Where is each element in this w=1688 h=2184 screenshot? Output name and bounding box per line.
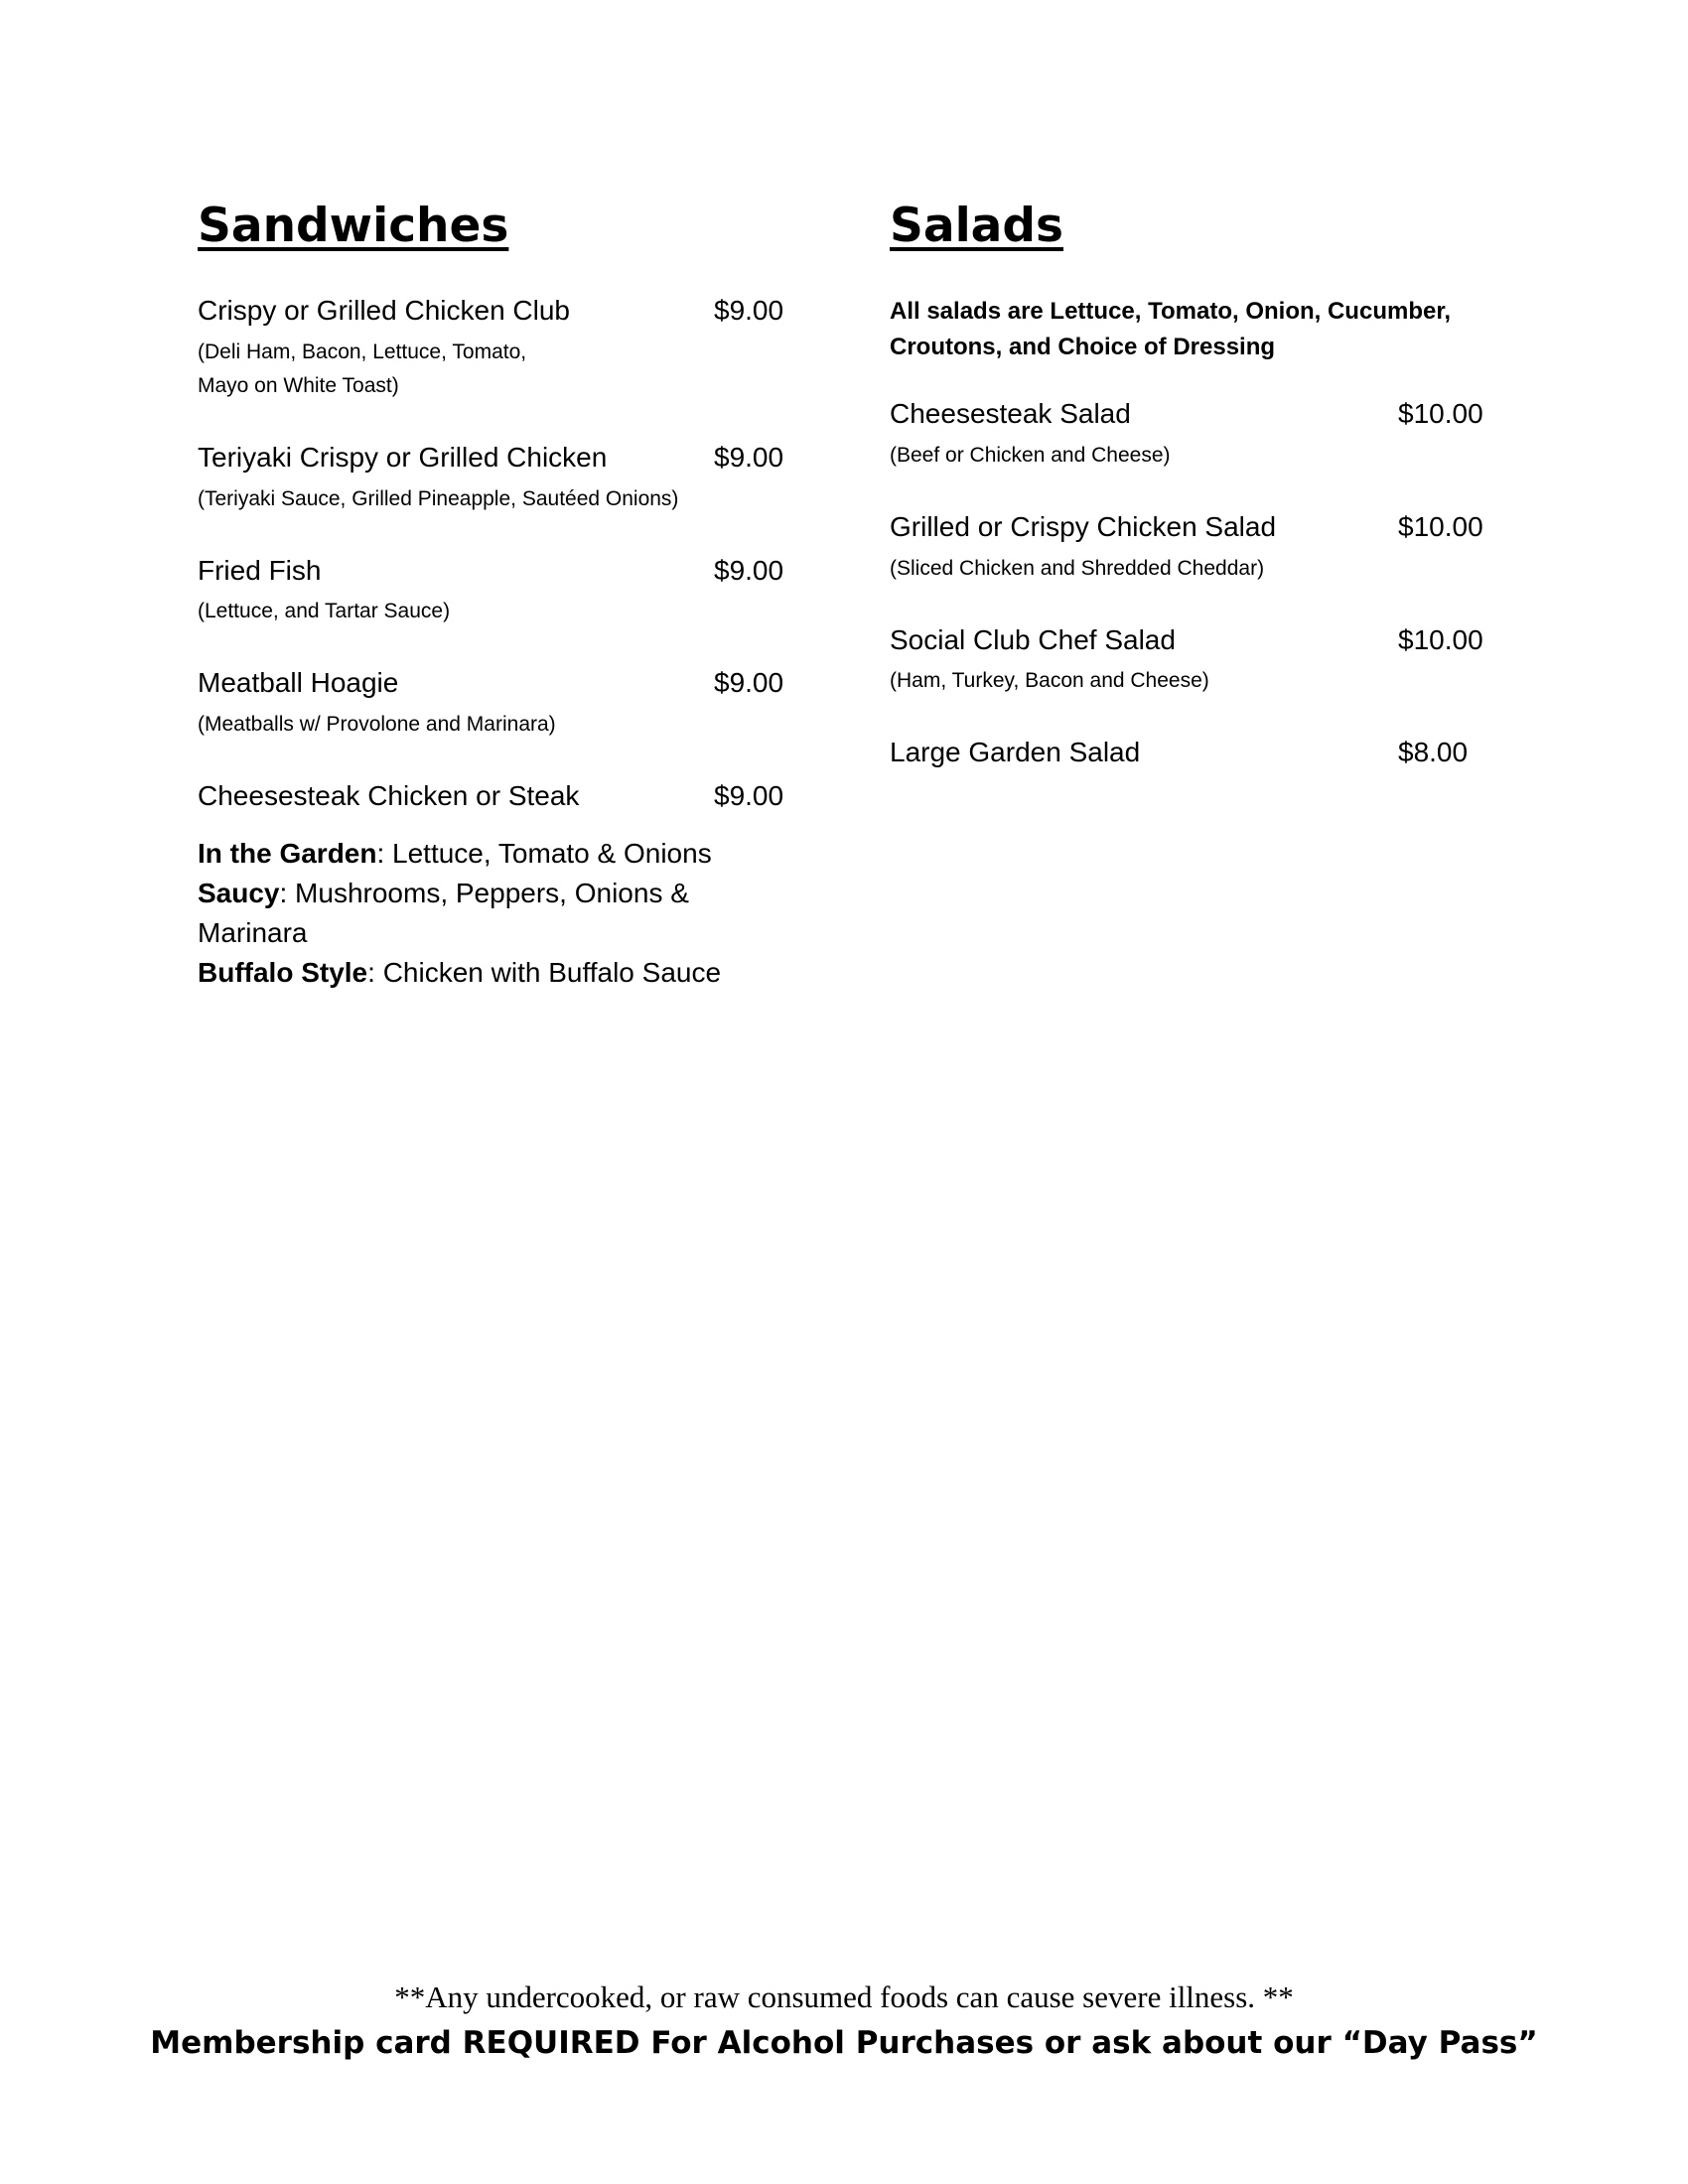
menu-item xyxy=(198,554,793,629)
item-price: $9.00 xyxy=(714,779,784,811)
menu-item xyxy=(198,294,793,403)
item-description xyxy=(198,482,793,516)
item-name: Cheesesteak Salad xyxy=(890,398,1131,430)
intro-line: Croutons, and Choice of Dressing xyxy=(890,334,1276,361)
item-description-line: (Sliced Chicken and Shredded Cheddar) xyxy=(890,556,1265,580)
item-description-line: (Lettuce, and Tartar Sauce) xyxy=(198,600,451,623)
salads-title: Salads xyxy=(890,199,1064,253)
item-description-line: Mayo on White Toast) xyxy=(198,373,399,397)
menu-item xyxy=(890,510,1485,586)
item-name: Large Garden Salad xyxy=(890,737,1141,768)
option-value: : Mushrooms, Peppers, Onions & Marinara xyxy=(198,878,689,949)
membership-notice: Membership card REQUIRED For Alcohol Purchases or ask about our “Day Pass” xyxy=(150,2025,1538,2061)
sandwiches-section xyxy=(198,199,793,993)
menu-item xyxy=(198,441,793,516)
item-description xyxy=(198,336,734,403)
item-price: $9.00 xyxy=(714,441,784,473)
item-name: Meatball Hoagie xyxy=(198,667,399,699)
item-price: $9.00 xyxy=(714,295,784,327)
item-description xyxy=(890,552,1426,586)
option-value: : Lettuce, Tomato & Onions xyxy=(376,838,712,870)
option-key: Buffalo Style xyxy=(198,957,368,989)
item-description-line: (Beef or Chicken and Cheese) xyxy=(890,443,1171,467)
sandwiches-title: Sandwiches xyxy=(198,199,509,253)
item-name: Social Club Chef Salad xyxy=(890,623,1176,655)
item-description-line: (Deli Ham, Bacon, Lettuce, Tomato, xyxy=(198,340,527,363)
intro-line: All salads are Lettuce, Tomato, Onion, Cucumber, xyxy=(890,298,1452,326)
salads-intro-note xyxy=(890,294,1485,365)
item-description-line: (Teriyaki Sauce, Grilled Pineapple, Sautéed Onions) xyxy=(198,486,679,510)
cheesesteak-options xyxy=(198,834,793,993)
menu-item xyxy=(198,779,793,813)
option-line xyxy=(198,953,793,993)
menu-item xyxy=(890,736,1485,769)
option-value: : Chicken with Buffalo Sauce xyxy=(367,957,722,989)
item-description xyxy=(890,664,1426,698)
menu-item xyxy=(890,397,1485,473)
option-line xyxy=(198,874,714,953)
item-price: $10.00 xyxy=(1398,510,1483,542)
food-safety-warning: **Any undercooked, or raw consumed foods can cause severe illness. ** xyxy=(394,1979,1294,2014)
item-description xyxy=(890,439,1426,473)
item-name: Cheesesteak Chicken or Steak xyxy=(198,779,580,811)
item-price: $8.00 xyxy=(1398,737,1469,768)
menu-footer xyxy=(0,1978,1688,2065)
menu-item xyxy=(890,623,1485,699)
menu-item xyxy=(198,666,793,742)
option-key: In the Garden xyxy=(198,838,377,870)
item-price: $9.00 xyxy=(714,667,784,699)
salads-section xyxy=(890,199,1485,807)
option-key: Saucy xyxy=(198,878,280,909)
item-description xyxy=(198,595,734,628)
item-name: Crispy or Grilled Chicken Club xyxy=(198,295,571,327)
option-line xyxy=(198,834,793,874)
item-description xyxy=(198,708,734,742)
item-name: Grilled or Crispy Chicken Salad xyxy=(890,510,1277,542)
item-price: $9.00 xyxy=(714,554,784,586)
item-name: Teriyaki Crispy or Grilled Chicken xyxy=(198,441,608,473)
item-description-line: (Ham, Turkey, Bacon and Cheese) xyxy=(890,669,1209,693)
item-price: $10.00 xyxy=(1398,398,1483,430)
item-description-line: (Meatballs w/ Provolone and Marinara) xyxy=(198,712,556,736)
item-name: Fried Fish xyxy=(198,554,322,586)
item-price: $10.00 xyxy=(1398,623,1483,655)
